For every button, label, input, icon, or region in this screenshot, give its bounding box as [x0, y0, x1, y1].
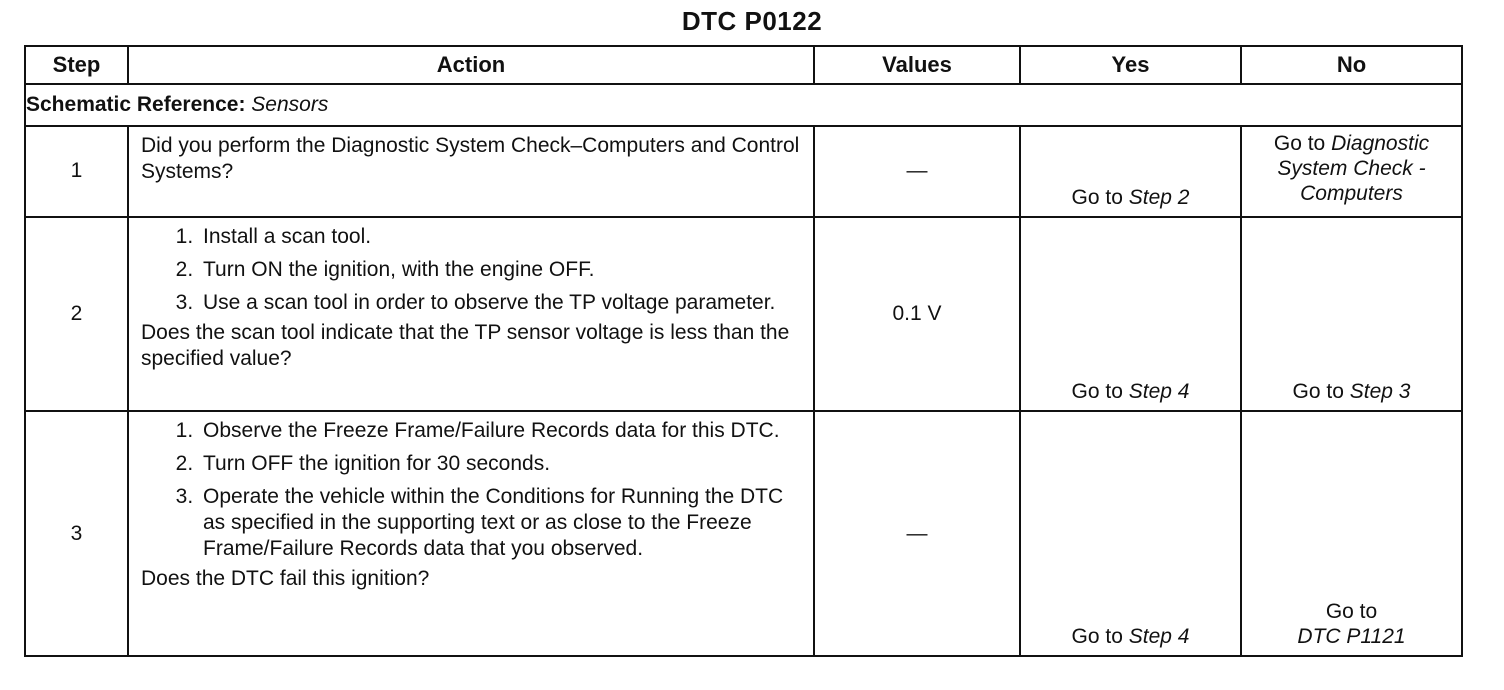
action-cell: [128, 411, 814, 656]
yes-link: Step 4: [1128, 625, 1190, 648]
no-cell: [1241, 411, 1462, 656]
list-item: 1. Observe the Freeze Frame/Failure Records data for this DTC.: [199, 418, 801, 444]
yes-cell: [1020, 411, 1241, 656]
values-cell: —: [814, 411, 1020, 656]
step-number: 1: [25, 126, 128, 216]
header-yes: Yes: [1020, 46, 1241, 84]
yes-cell: [1020, 217, 1241, 412]
no-prefix: Go to: [1273, 132, 1332, 156]
header-row: [25, 46, 1462, 84]
schematic-reference-label: Schematic Reference:: [26, 93, 246, 117]
no-cell: [1241, 217, 1462, 412]
no-link: DTC P1121: [1297, 625, 1406, 648]
yes-link: Step 4: [1128, 380, 1190, 404]
list-item: 3. Use a scan tool in order to observe the TP voltage parameter.: [199, 290, 801, 316]
step-number: 2: [25, 217, 128, 412]
table-row: [25, 126, 1462, 216]
document-title: DTC P0122: [681, 6, 823, 36]
list-item: 2. Turn ON the ignition, with the engine OFF.: [199, 257, 801, 283]
header-action: Action: [128, 46, 814, 84]
values-cell: 0.1 V: [814, 217, 1020, 412]
yes-prefix: Go to: [1071, 380, 1129, 404]
yes-prefix: Go to: [1071, 625, 1129, 648]
yes-link: Step 2: [1128, 185, 1190, 209]
diagnostic-table: [24, 45, 1463, 657]
yes-cell: [1020, 126, 1241, 216]
no-prefix: Go to: [1325, 600, 1378, 623]
yes-prefix: Go to: [1071, 185, 1129, 209]
table-row: [25, 411, 1462, 656]
no-cell: [1241, 126, 1462, 216]
action-cell: [128, 217, 814, 412]
action-steps-list: [141, 418, 801, 562]
action-question: Does the DTC fail this ignition?: [141, 567, 430, 591]
schematic-reference-value: Sensors: [251, 93, 329, 117]
no-link: Step 3: [1349, 380, 1411, 404]
step-number: 3: [25, 411, 128, 656]
values-cell: —: [814, 126, 1020, 216]
no-link: Diagnostic System Check - Computers: [1277, 132, 1430, 206]
action-question: Did you perform the Diagnostic System Check–Computers and Control Systems?: [141, 134, 800, 184]
list-item: 3. Operate the vehicle within the Conditions for Running the DTC as specified in the supporting text or as close to the Freeze Frame/Failure Records data that you observed.: [199, 484, 801, 562]
list-item: 2. Turn OFF the ignition for 30 seconds.: [199, 451, 801, 477]
action-steps-list: [141, 224, 801, 316]
list-item: 1. Install a scan tool.: [199, 224, 801, 250]
header-no: No: [1241, 46, 1462, 84]
schematic-reference-row: [25, 84, 1462, 126]
action-cell: [128, 126, 814, 216]
header-step: Step: [25, 46, 128, 84]
header-values: Values: [814, 46, 1020, 84]
no-prefix: Go to: [1292, 380, 1350, 404]
action-question: Does the scan tool indicate that the TP sensor voltage is less than the specified value?: [141, 320, 790, 370]
table-row: [25, 217, 1462, 412]
